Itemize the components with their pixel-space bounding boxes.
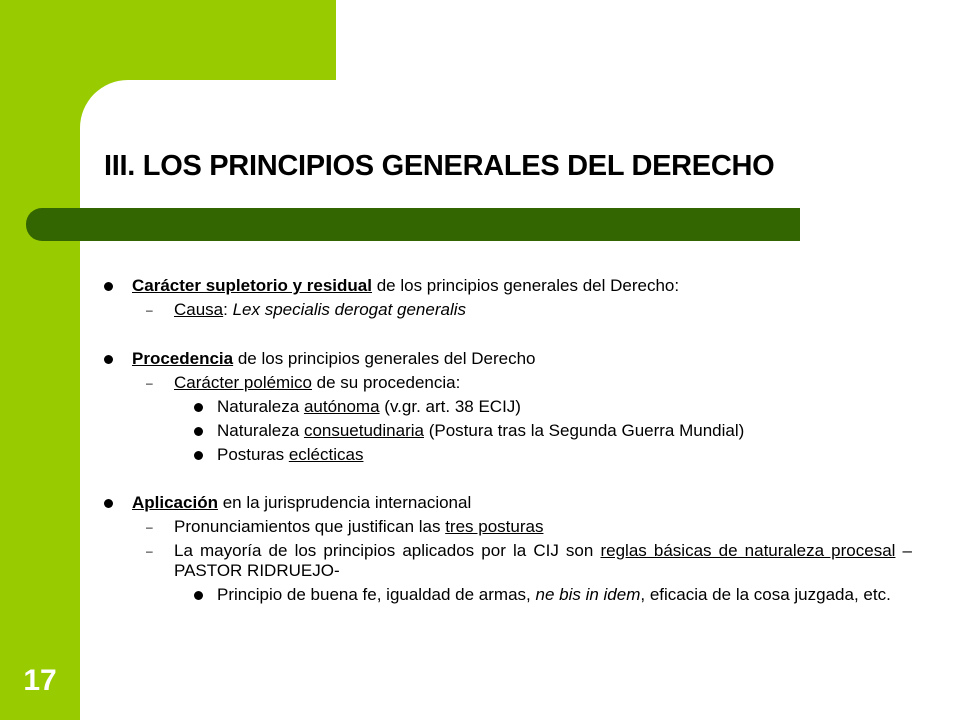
item-principio-buena-fe [104,585,912,605]
item-post: , eficacia de la cosa juzgada, etc. [640,585,891,604]
item-eclecticas [104,445,912,465]
sub-text: de su procedencia: [311,373,461,392]
item-pre: Naturaleza [217,421,304,440]
sub-causa [104,300,912,320]
dash-marker: – [146,376,153,390]
slide-content [104,276,912,605]
sub-pre: Pronunciamientos que justifican las [174,517,446,536]
dash-marker: – [146,303,153,317]
page-number: 17 [23,664,57,697]
sub-pronunciamientos [104,517,912,537]
bullet-dot [194,403,203,412]
sub-post: –PASTOR RIDRUEJO- [174,541,913,580]
bullet-dot [104,355,113,364]
title-underline-bar [26,208,800,241]
bullet-label: Aplicación [132,493,218,512]
sub-italic: Lex specialis derogat generalis [232,300,467,319]
item-pre: Posturas [217,445,289,464]
bullet-dot [104,282,113,291]
bullet-dot [194,451,203,460]
sub-underlined: reglas básicas de naturaleza procesal [600,541,896,560]
sub-label: Carácter polémico [174,373,312,392]
item-post: (Postura tras la Segunda Guerra Mundial) [423,421,745,440]
sub-caracter-polemico [104,373,912,393]
bullet-dot [104,499,113,508]
item-autonoma [104,397,912,417]
item-consuetudinaria [104,421,912,441]
bullet-text: de los principios generales del Derecho: [371,276,680,295]
sub-mayoria [104,541,912,581]
slide-title: III. LOS PRINCIPIOS GENERALES DEL DERECHO [104,150,775,182]
sub-sep: : [223,300,233,319]
dash-marker: – [146,544,153,558]
bullet-dot [194,591,203,600]
bullet-text: de los principios generales del Derecho [233,349,536,368]
item-post: (v.gr. art. 38 ECIJ) [379,397,521,416]
bullet-dot [194,427,203,436]
sub-label: Causa [174,300,224,319]
item-pre: Naturaleza [217,397,304,416]
top-accent-block [0,0,336,80]
item-underlined: consuetudinaria [303,421,424,440]
item-italic: ne bis in idem [535,585,641,604]
bullet-text: en la jurisprudencia internacional [217,493,472,512]
bullet-label: Procedencia [132,349,234,368]
dash-marker: – [146,520,153,534]
bullet-label: Carácter supletorio y residual [132,276,372,295]
sub-pre: La mayoría de los principios aplicados por la CIJ son [174,541,601,560]
bullet-supletorio [104,276,912,296]
bullet-aplicacion [104,493,912,513]
sub-underlined: tres posturas [445,517,544,536]
bullet-procedencia [104,349,912,369]
item-underlined: autónoma [303,397,380,416]
item-underlined: eclécticas [288,445,364,464]
item-pre: Principio de buena fe, igualdad de armas, [217,585,536,604]
left-accent-strip [0,0,80,720]
